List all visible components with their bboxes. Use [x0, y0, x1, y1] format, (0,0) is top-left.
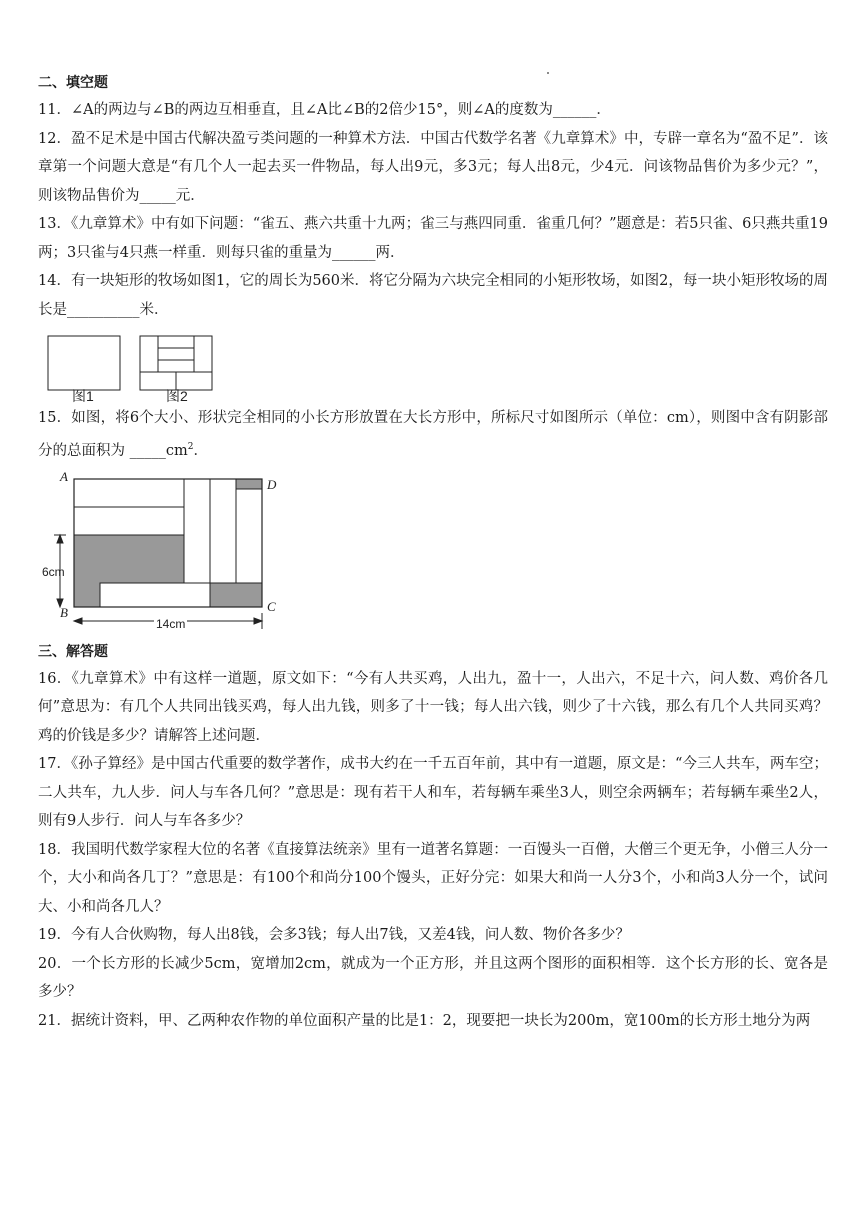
question-15-text: 15．如图，将6个大小、形状完全相同的小长方形放置在大长方形中，所标尺寸如图所示（单位：cm），则图中含有阴影部分的总面积为 _____cm: [38, 410, 828, 459]
question-15-end: ．: [193, 442, 208, 459]
rectangles-diagram: [38, 473, 298, 635]
vertex-label-b: B: [60, 604, 68, 620]
figure1-rectangle: [48, 336, 120, 390]
figure-q14: [38, 330, 828, 404]
question-15-superscript: 2: [187, 441, 194, 452]
question-16: 16．《九章算术》中有这样一道题，原文如下：“今有人共买鸡，人出九，盈十一，人出六，不足十六，问人数、鸡价各几何”意思为：有几个人共同出钱买鸡，每人出九钱，则多了十一钱；每人出六钱，则少了十六钱，那么有几个人共同买鸡？鸡的价钱是多少？请解答上述问题．: [38, 670, 828, 744]
figure2-caption: 图2: [166, 388, 188, 404]
question-13: 13．《九章算术》中有如下问题：“雀五、燕六共重十九两；雀三与燕四同重．雀重几何？”题意是：若5只雀、6只燕共重19两；3只雀与4只燕一样重．则每只雀的重量为______两．: [38, 216, 828, 261]
document-page: [38, 70, 828, 1035]
question-19: 19．今有人合伙购物，每人出8钱，会多3钱；每人出7钱，又差4钱，问人数、物价各多少？: [38, 927, 630, 944]
question-11: 11．∠A的两边与∠B的两边互相垂直，且∠A比∠B的2倍少15°，则∠A的度数为______．: [38, 102, 611, 118]
question-20: 20．一个长方形的长减少5cm，宽增加2cm，就成为一个正方形，并且这两个图形的面积相等．这个长方形的长、宽各是多少？: [38, 955, 828, 1001]
vertex-label-c: C: [267, 598, 276, 614]
vertex-label-d: D: [267, 476, 277, 492]
figure-q15: [38, 468, 828, 635]
question-17: 17．《孙子算经》是中国古代重要的数学著作，成书大约在一千五百年前，其中有一道题，原文是：“今三人共车，两车空；二人共车，九人步．问人与车各几何？”意思是：现有若干人和车，若每辆车乘坐3人，则空余两辆车；若每辆车乘坐2人，则有9人步行．问人与车各多少？: [38, 756, 828, 830]
section-heading-solve: 三、解答题: [38, 643, 108, 660]
dimension-label-height: 6cm: [42, 564, 65, 579]
dimension-label-width: 14cm: [156, 616, 186, 631]
figure2-partition: [140, 336, 212, 390]
figure1-caption: 图1: [72, 388, 94, 404]
question-18: 18．我国明代数学家程大位的名著《直接算法统亲》里有一道著名算题：一百馒头一百僧，大僧三个更无争，小僧三人分一个，大小和尚各几丁？”意思是：有100个和尚分100个馒头，正好分完：如果大和尚一人分3个，小和尚3人分一个，试问大、小和尚各几人？: [38, 841, 828, 915]
question-15: [38, 404, 828, 465]
section-heading-fill-in: 二、填空题: [38, 75, 108, 91]
question-12: 12．盈不足术是中国古代解决盈亏类问题的一种算术方法．中国古代数学名著《九章算术》中，专辟一章名为“盈不足”．该章第一个问题大意是“有几个人一起去买一件物品，每人出9元，多3元；每人出8元，少4元．问该物品售价为多少元？”，则该物品售价为_____元．: [38, 130, 828, 204]
pasture-diagrams: [38, 330, 238, 400]
vertex-label-a: A: [60, 468, 68, 484]
question-21: 21．据统计资料，甲、乙两种农作物的单位面积产量的比是1：2，现要把一块长为200m，宽100m的长方形土地分为两: [38, 1012, 811, 1029]
question-14: 14．有一块矩形的牧场如图1，它的周长为560米．将它分隔为六块完全相同的小矩形牧场，如图2，每一块小矩形牧场的周长是__________米．: [38, 273, 828, 318]
